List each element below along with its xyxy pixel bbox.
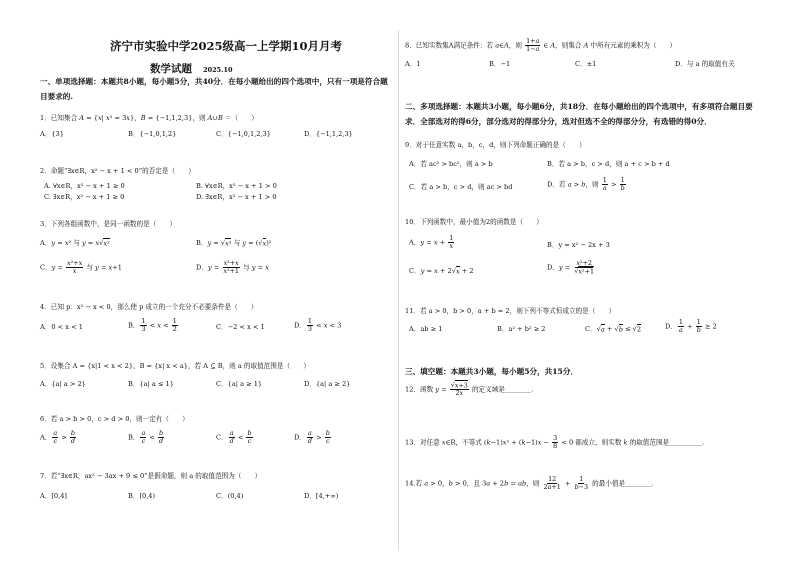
question-1-stem: 1．已知集合 A = {x| x² = 3x}，B = {−1,1,2,3}，则 A∪B ＝（ ）	[40, 114, 258, 122]
section-fill-blank: 三、填空题：本题共3小题，每小题5分，共15分．	[405, 367, 579, 376]
option-b[interactable]: B．[0,4)	[128, 492, 156, 500]
left-column	[40, 0, 392, 566]
option-d[interactable]: D．{a| a ≥ 2}	[304, 380, 351, 388]
answer-blank[interactable]: ________.	[625, 479, 654, 488]
question-3-option-c[interactable]: C．y = $\frac{\text{x²+x}}{x}$ 与 y = x+1	[40, 259, 122, 275]
question-8-stem: 8．已知实数集A满足条件：若 a∈A，则 $\frac{1+a}{1-a}$ ∈ A，则集合 A 中所有元素的乘积为（ ）	[405, 37, 677, 53]
answer-blank[interactable]: ________.	[504, 385, 534, 394]
school-title: 济宁市实验中学2025级高一上学期10月月考	[110, 39, 343, 53]
option-a[interactable]: A. ∀x∈R，x² − x + 1 ≥ 0	[44, 182, 125, 190]
question-12-stem: 12．函数 y = $\frac{√x+3}{2x}$ 的定义域是________.	[405, 381, 534, 397]
question-6-option-c[interactable]: C． $\frac{a}{d}$ < $\frac{b}{c}$	[216, 429, 252, 445]
option-a[interactable]: A．[0,4]	[40, 492, 67, 500]
section-single-choice: 一、单项选择题：本题共8小题，每小题5分，共40分．在每小题给出的四个选项中，只有一项是符合题目要求的.	[40, 77, 388, 101]
question-9-option-c[interactable]: C．若 a > b，c > d，则 ac > bd	[409, 183, 513, 191]
question-11-stem: 11．若 a > 0，b > 0，a + b = 2，则下列不等式恒成立的是（ ）	[405, 307, 616, 315]
question-10-option-d[interactable]: D．y = $\frac{\text{x²+2}}{\text{√x²+1}}$	[547, 259, 595, 275]
question-10-option-c[interactable]: C．y = x + 2√x + 2	[409, 267, 474, 275]
exam-date: 2025.10	[203, 66, 233, 74]
question-14-stem: 14.若 a > 0，b > 0，且 3a + 2b = ab，则 $\frac{12}{2a+1}$ + $\frac{1}{b-3}$ 的最小值是________.	[405, 475, 654, 491]
question-9-option-b[interactable]: B．若 a > b，c > d，则 a + c > b + d	[547, 160, 670, 168]
question-9-option-a[interactable]: A．若 ac² > bc²，则 a > b	[409, 160, 493, 168]
question-10-stem: 10．下列函数中，最小值为2的函数是（ ）	[405, 218, 543, 226]
option-b[interactable]: B. ∀x∈R，x² − x + 1 > 0	[196, 182, 277, 190]
option-b[interactable]: B．{−1,0,1,2}	[128, 130, 177, 138]
question-4-option-c[interactable]: C．−2 < x < 1	[216, 323, 265, 331]
option-d[interactable]: D．{−1,1,2,3}	[304, 130, 353, 138]
option-b[interactable]: B．−1	[489, 60, 511, 68]
option-c[interactable]: C．±1	[575, 60, 597, 68]
question-3-option-d[interactable]: D．y = $\frac{\text{x³+x}}{\text{x²+1}}$ 与 y = x	[196, 259, 269, 275]
question-11-option-a[interactable]: A．ab ≥ 1	[409, 325, 443, 333]
column-divider	[398, 30, 399, 550]
question-10-option-a[interactable]: A．y = x + $\frac{1}{x}$	[409, 234, 454, 250]
question-11-option-c[interactable]: C．√a + √b ≤ √2	[585, 325, 642, 333]
question-2-options-row1	[44, 180, 277, 190]
question-7-options	[40, 490, 338, 500]
question-4-option-b[interactable]: B． $\frac{1}{3}$ < x < $\frac{1}{2}$	[128, 317, 177, 333]
option-d[interactable]: D．与 a 的取值有关	[675, 60, 735, 68]
option-c[interactable]: C．(0,4)	[216, 492, 244, 500]
question-1-options	[40, 128, 353, 138]
question-6-stem: 6．若 a > b > 0，c > d > 0，则一定有（ ）	[40, 415, 189, 423]
question-9-option-d[interactable]: D．若 a > b，则 $\frac{1}{a}$ > $\frac{1}{b}$	[547, 176, 625, 192]
question-13-stem: 13．对任意 x∈R，不等式 (k−1)x² + (k−1)x − $\frac{3}{8}$ < 0 都成立，则实数 k 的取值范围是__________.	[405, 434, 705, 450]
question-4-option-d[interactable]: D． $\frac{1}{3}$ < x < 3	[294, 317, 342, 333]
question-2-options-row2	[44, 191, 277, 201]
section-multi-choice: 二、多项选择题：本题共3小题，每小题6分，共18分．在每小题给出的四个选项中，有多项符合题目要求．全部选对的得6分，部分选对的得部分分，选对但选不全的得部分分，有选错的得0分．	[405, 102, 753, 126]
question-11-option-b[interactable]: B．a² + b² ≥ 2	[497, 325, 546, 333]
exam-title: 数学试题	[150, 63, 192, 75]
question-4-stem: 4．已知 p：x² − x < 0，那么使 p 成立的一个充分不必要条件是（ ）	[40, 303, 258, 311]
question-6-option-d[interactable]: D． $\frac{a}{d}$ > $\frac{b}{c}$	[294, 429, 330, 445]
question-4-option-a[interactable]: A．0 < x < 1	[40, 323, 83, 331]
option-d[interactable]: D．[4,+∞)	[304, 492, 339, 500]
question-3-option-a[interactable]: A．y = x² 与 y = x√x²	[40, 239, 110, 247]
question-6-option-a[interactable]: A． $\frac{a}{c}$ > $\frac{b}{d}$	[40, 429, 75, 445]
answer-blank[interactable]: __________.	[669, 438, 705, 447]
option-b[interactable]: B．{a| a ≤ 1}	[128, 380, 174, 388]
question-5-stem: 5．设集合 A = {x|1 < x < 2}，B = {x| x < a}，若 A ⊆ B，则 a 的取值范围是（ ）	[40, 362, 310, 370]
option-a[interactable]: A．{3}	[40, 130, 64, 138]
option-c[interactable]: C. ∃x∈R，x² − x + 1 ≥ 0	[44, 193, 125, 201]
right-column	[405, 0, 765, 566]
question-9-stem: 9．对于任意实数 a，b，c，d，则下列命题正确的是（ ）	[405, 141, 586, 149]
option-a[interactable]: A．1	[405, 60, 421, 68]
option-a[interactable]: A．{a| a > 2}	[40, 380, 86, 388]
question-6-option-b[interactable]: B． $\frac{a}{c}$ < $\frac{b}{d}$	[128, 429, 164, 445]
question-2-stem: 2．命题“∃x∈R，x² − x + 1 < 0”的否定是（ ）	[40, 167, 195, 175]
question-8-options	[405, 58, 735, 68]
option-c[interactable]: C．{−1,0,1,2,3}	[216, 130, 271, 138]
question-3-stem: 3．下列各组函数中，是同一函数的是（ ）	[40, 220, 177, 228]
question-10-option-b[interactable]: B．y = x² − 2x + 3	[547, 241, 610, 249]
question-11-option-d[interactable]: D． $\frac{1}{a}$ + $\frac{1}{b}$ ≥ 2	[665, 318, 717, 334]
question-3-option-b[interactable]: B．y = √x² 与 y = (√x)²	[196, 239, 272, 247]
option-c[interactable]: C．{a| a ≥ 1}	[216, 380, 263, 388]
question-5-options	[40, 378, 350, 388]
option-d[interactable]: D. ∃x∈R，x² − x + 1 > 0	[196, 193, 277, 201]
question-7-stem: 7．若“∃x∈R，ax² − 3ax + 9 ≤ 0”是假命题，则 a 的取值范围为（ ）	[40, 472, 262, 480]
